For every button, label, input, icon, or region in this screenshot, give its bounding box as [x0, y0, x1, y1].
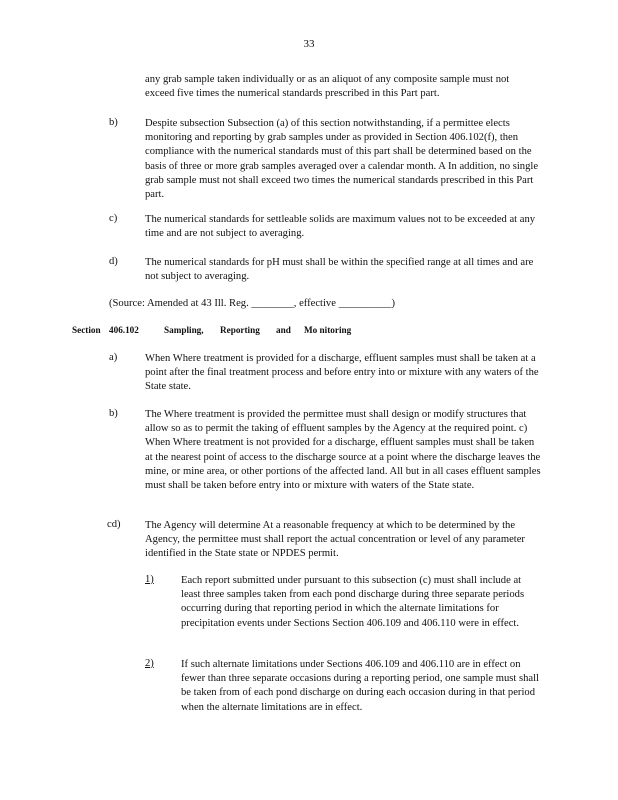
item-b-marker: b): [109, 117, 118, 128]
subitem-1-text: Each report submitted under pursuant to this subsection (c) must shall include at least three samples taken from each pond discharge during three separate periods occurring during that reporting period in which the alternate limitations for precipitation events under Sections Section 406.109 and 406.110 were in effect.: [181, 575, 525, 629]
item-b-paragraph: [145, 117, 541, 202]
source-note: (Source: Amended at 43 Ill. Reg. ________, effective __________): [109, 298, 396, 309]
item-402cd-text: The Agency will determine At a reasonable frequency at which to be determined by the Agency, the permittee must shall report the actual concentration or level of any parameter identified in the State state or NPDES permit.: [145, 520, 525, 560]
item-d-text: The numerical standards for pH must shall be within the specified range at all times and are not subject to averaging.: [145, 257, 534, 283]
item-c-marker: c): [109, 213, 118, 224]
item-b-text: Despite subsection Subsection (a) of this section notwithstanding, if a permittee elects monitoring and reporting by grab samples under as provided in Section 406.102(f), then compliance with the numerical standards must of this part shall be determined based on the basis of three or more grab samples averaged over a calendar month. A In addition, no single grab sample must not shall exceed two times the numerical standards prescribed in this Part part.: [145, 118, 539, 201]
item-402cd-marker: cd): [107, 519, 121, 530]
item-d-paragraph: [145, 256, 541, 284]
subitem-2-text: If such alternate limitations under Sections 406.109 and 406.110 are in effect on fewer than three separate occasions during a reporting period, one sample must shall be taken from of each pond discharge on during each occasion during in that period when the alternate limitations are in effect.: [181, 659, 540, 713]
item-402cd-paragraph: [145, 519, 541, 562]
item-402b-text: The Where treatment is provided the permittee must shall design or modify structures that allow so as to permit the taking of effluent samples by the Agency at the required point. c) When Where treatment is not provided for a discharge, effluent samples must shall be taken at the nearest point of access to the discharge source at a point where the discharge leaves the mine, or mine area, or other portions of the affected land. All but in all cases effluent samples must shall be taken before entry into or mixture with waters of the State state.: [145, 409, 541, 492]
item-c-text: The numerical standards for settleable solids are maximum values not to be exceeded at any time and are not subject to averaging.: [145, 214, 536, 240]
item-d-marker: d): [109, 256, 118, 267]
item-c-paragraph: [145, 213, 541, 241]
subitem-1-marker: 1): [145, 574, 154, 585]
subitem-2-marker: 2): [145, 658, 154, 669]
section-title-part-4: Mo nitoring: [304, 325, 352, 335]
intro-text: any grab sample taken individually or as an aliquot of any composite sample must not exceed five times the numerical standards prescribed in this Part part.: [145, 74, 510, 100]
section-title-part-1: Sampling,: [164, 325, 204, 335]
section-number: 406.102: [109, 325, 139, 335]
item-402a-text: When Where treatment is provided for a discharge, effluent samples must shall be taken at a point after the final treatment process and before entry into or mixture with any waters of the State state.: [145, 353, 539, 393]
subitem-2-paragraph: [181, 658, 541, 715]
page-number: 33: [303, 38, 315, 50]
section-heading: [72, 325, 542, 335]
section-title-part-2: Reporting: [220, 325, 260, 335]
section-label: Section: [72, 325, 101, 335]
item-402a-marker: a): [109, 352, 118, 363]
intro-paragraph: [145, 73, 540, 101]
item-402b-paragraph: [145, 408, 541, 493]
subitem-1-paragraph: [181, 574, 541, 631]
section-title-part-3: and: [276, 325, 291, 335]
item-402b-marker: b): [109, 408, 118, 419]
item-402a-paragraph: [145, 352, 541, 395]
